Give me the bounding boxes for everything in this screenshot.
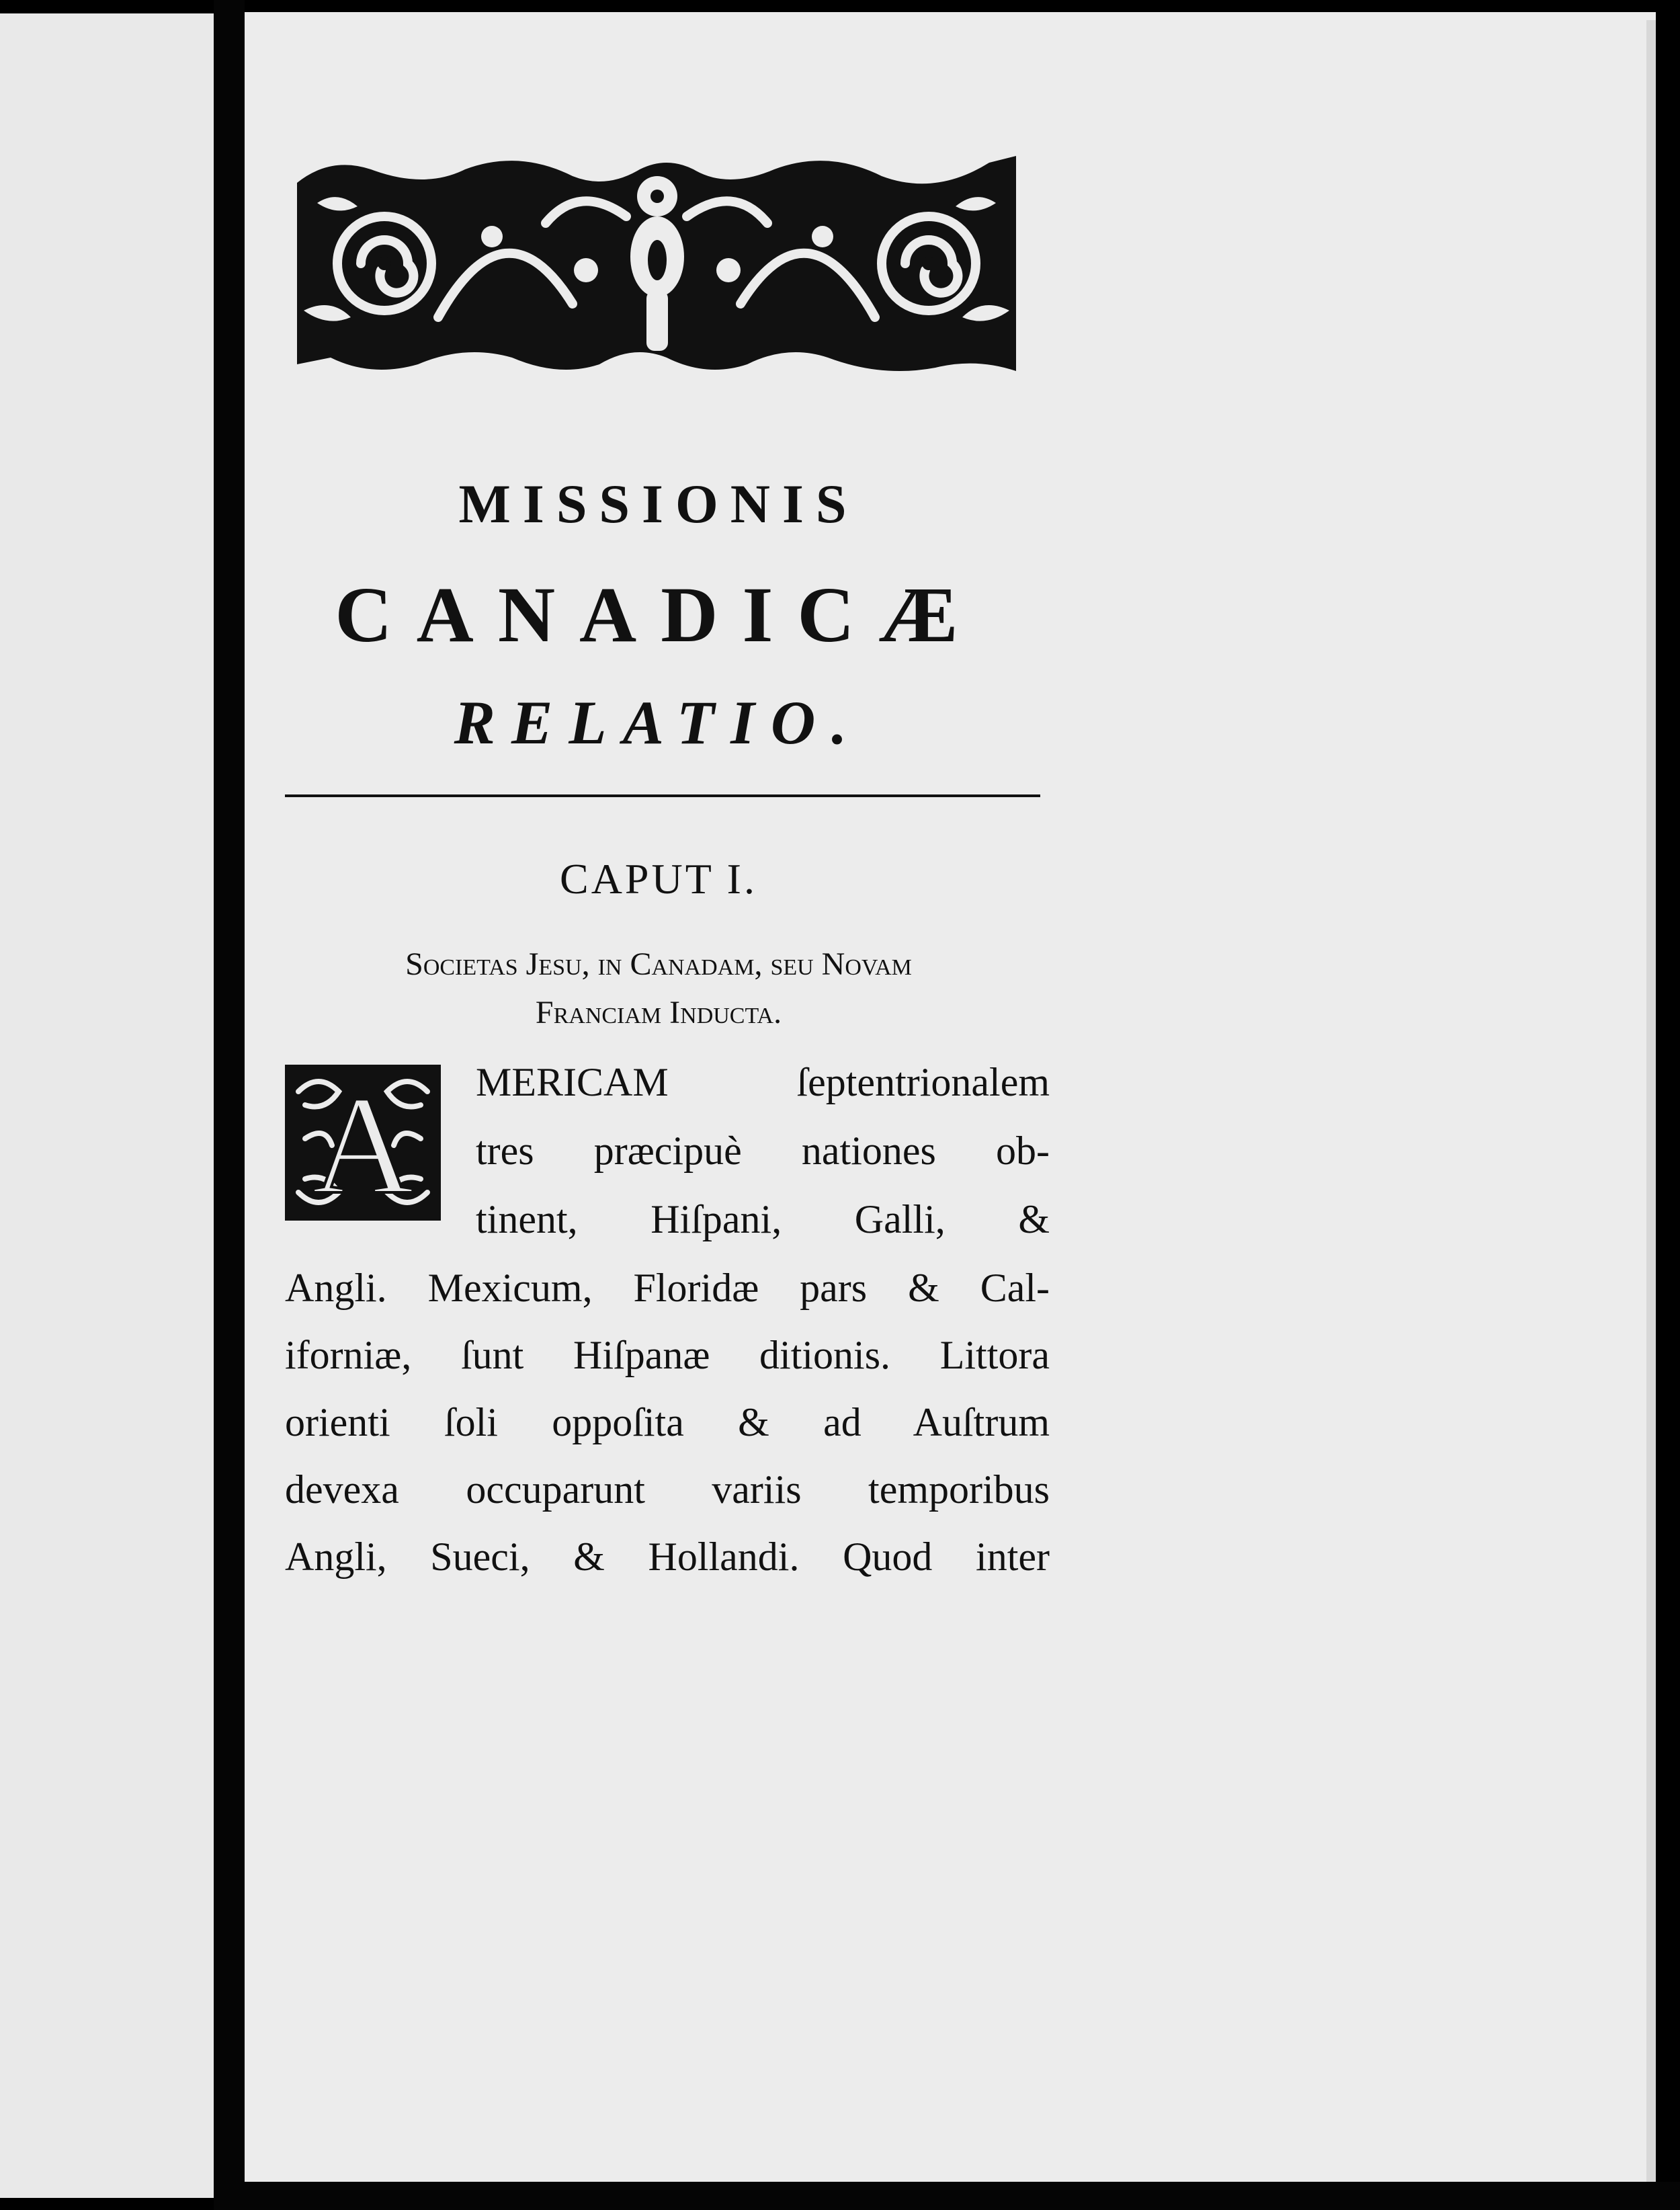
dropcap-letter: A — [312, 1067, 414, 1221]
left-page-edge — [0, 13, 214, 2198]
page-edge-shadow — [1646, 20, 1656, 2182]
book-gutter — [214, 0, 245, 2210]
title-line-2: CANADICÆ — [335, 571, 982, 659]
title-line-3: RELATIO. — [454, 688, 864, 757]
scan-border — [245, 2182, 1680, 2210]
chapter-subtitle-line-1: Societas Jesu, in Canadam, seu Novam — [405, 946, 912, 982]
headpiece-ornament-icon — [290, 142, 1024, 379]
horizontal-rule — [285, 794, 1040, 797]
body-line-5: iforniæ, ſunt Hiſpanæ ditionis. Littora — [285, 1333, 1050, 1377]
body-line-7: devexa occuparunt variis temporibus — [285, 1467, 1050, 1512]
body-line-2: tres præcipuè nationes ob- — [476, 1129, 1050, 1173]
body-line-4: Angli. Mexicum, Floridæ pars & Cal- — [285, 1266, 1050, 1310]
chapter-heading: CAPUT I. — [560, 855, 757, 903]
body-line-1: MERICAM ſeptentrionalem — [476, 1060, 1050, 1104]
body-line-8: Angli, Sueci, & Hollandi. Quod inter — [285, 1534, 1050, 1579]
body-line-3: tinent, Hiſpani, Galli, & — [476, 1197, 1050, 1241]
body-line-6: orienti ſoli oppoſita & ad Auſtrum — [285, 1400, 1050, 1444]
title-line-1: MISSIONIS — [458, 473, 859, 534]
chapter-subtitle-line-2: Franciam Inducta. — [535, 995, 782, 1030]
decorated-initial-icon — [285, 1065, 441, 1221]
